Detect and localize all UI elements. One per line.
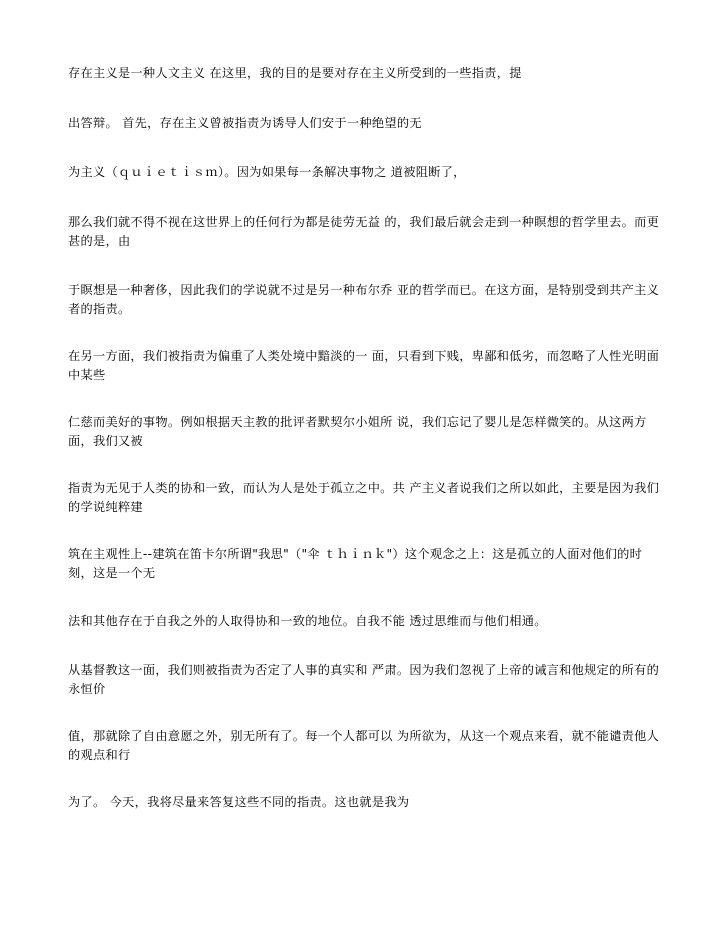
paragraph-4: 那么我们就不得不视在这世界上的任何行为都是徒劳无益 的，我们最后就会走到一种瞑想的哲学里去。而更甚的是，由	[68, 215, 660, 248]
paragraph-6: 在另一方面，我们被指责为偏重了人类处境中黯淡的一 面，只看到下贱，卑鄙和低劣，而忽略了人性光明面中某些	[68, 349, 660, 382]
paragraph-9: 筑在主观性上--建筑在笛卡尔所谓"我思"（"伞 ｔｈｉｎｋ"）这个观念之上：这是孤立的人面对他们的时刻，这是一个无	[68, 547, 643, 580]
paragraph-11: 从基督教这一面，我们则被指责为否定了人事的真实和 严肃。因为我们忽视了上帝的诫言和他规定的所有的永恒价	[68, 663, 660, 696]
paragraph-5: 于瞑想是一种奢侈，因此我们的学说就不过是另一种布尔乔 亚的哲学而已。在这方面，是特别受到共产主义者的指责。	[68, 283, 660, 316]
paragraph-1: 存在主义是一种人文主义 在这里，我的目的是要对存在主义所受到的一些指责，提	[68, 66, 522, 80]
paragraph-3: 为主义（ｑｕｉｅｔｉｓｍ）。因为如果每一条解决事物之 道被阻断了，	[68, 165, 466, 179]
paragraph-10: 法和其他存在于自我之外的人取得协和一致的地位。自我不能 透过思维而与他们相通。	[68, 614, 547, 628]
paragraph-2: 出答辩。 首先，存在主义曾被指责为诱导人们安于一种绝望的无	[68, 116, 422, 130]
paragraph-8: 指责为无见于人类的协和一致，而认为人是处于孤立之中。共 产主义者说我们之所以如此，主要是因为我们的学说纯粹建	[68, 481, 660, 514]
paragraph-7: 仁慈而美好的事物。例如根据天主教的批评者默契尔小姐所 说，我们忘记了婴儿是怎样微笑的。从这两方面，我们又被	[68, 415, 647, 448]
paragraph-13: 为了。 今天，我将尽量来答复这些不同的指责。这也就是我为	[68, 795, 410, 809]
paragraph-12: 值，那就除了自由意愿之外，别无所有了。每一个人都可以 为所欲为，从这一个观点来看，就不能谴责他人的观点和行	[68, 729, 660, 762]
